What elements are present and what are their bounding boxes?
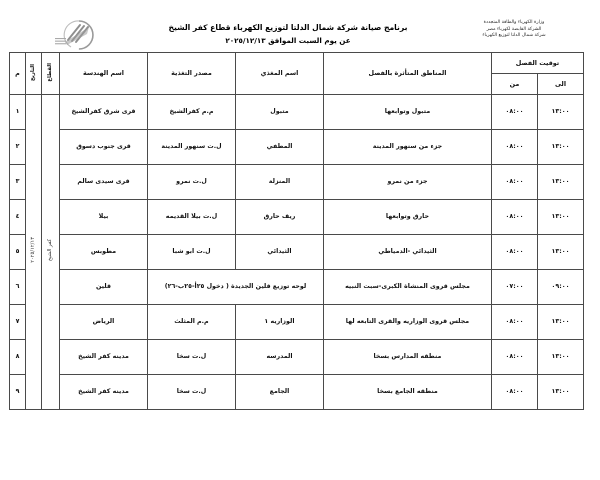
table-row bbox=[9, 340, 583, 375]
cell-source: ل.ت بيلا القديمه bbox=[147, 200, 235, 235]
schedule-table-wrap bbox=[0, 52, 600, 410]
sector-value: كفر الشيخ bbox=[46, 239, 53, 262]
header-source: مصدر التغذية bbox=[147, 53, 235, 95]
cell-time-from: ٠٨:٠٠ bbox=[491, 95, 537, 130]
cell-time-from: ٠٨:٠٠ bbox=[491, 305, 537, 340]
cell-feeder: متبول bbox=[235, 95, 323, 130]
org-line-ministry: وزارة الكهرباء والطاقة المتجددة bbox=[483, 20, 545, 25]
company-logo bbox=[30, 14, 126, 52]
north-delta-logo-icon bbox=[49, 18, 107, 52]
cell-time-from: ٠٨:٠٠ bbox=[491, 130, 537, 165]
cell-feeder: الوزاريه ١ bbox=[235, 305, 323, 340]
header-time-to: الى bbox=[538, 74, 584, 95]
cell-engineering: قرى جنوب دسوق bbox=[59, 130, 147, 165]
cell-row-number: ٧ bbox=[9, 305, 25, 340]
document-header bbox=[0, 0, 600, 52]
cell-engineering: مدينه كفر الشيخ bbox=[59, 375, 147, 410]
cell-date bbox=[25, 95, 41, 410]
table-head bbox=[9, 53, 583, 95]
table-row bbox=[9, 165, 583, 200]
header-date: التاريخ bbox=[25, 53, 41, 95]
header-engineering: اسم الهندسة bbox=[59, 53, 147, 95]
table-row bbox=[9, 130, 583, 165]
cell-time-to: ١٣:٠٠ bbox=[538, 340, 584, 375]
cell-engineering: قلين bbox=[59, 270, 147, 305]
cell-feeder: المنزلة bbox=[235, 165, 323, 200]
table-row bbox=[9, 235, 583, 270]
cell-row-number: ٤ bbox=[9, 200, 25, 235]
cell-time-to: ١٣:٠٠ bbox=[538, 130, 584, 165]
maintenance-schedule-table bbox=[9, 52, 584, 410]
cell-time-from: ٠٨:٠٠ bbox=[491, 165, 537, 200]
org-line-holding: الشركة القابضة لكهرباء مصر bbox=[486, 26, 542, 32]
cell-engineering: قرى شرق كفرالشيخ bbox=[59, 95, 147, 130]
cell-engineering: مطوبس bbox=[59, 235, 147, 270]
cell-feeder-source-merged: لوحه توزيع قلين الجديدة ( دخول ٢٥أ-٢٥ب-٢٦) bbox=[147, 270, 323, 305]
page-subtitle-date: عن يوم السبت الموافق ٢٠٢٥/١٢/١٣ bbox=[225, 35, 351, 45]
header-row-1 bbox=[9, 53, 583, 74]
org-line-company: شركة شمال الدلتا لتوزيع الكهرباء bbox=[482, 33, 546, 39]
cell-time-to: ١٣:٠٠ bbox=[538, 305, 584, 340]
cell-time-from: ٠٧:٠٠ bbox=[491, 270, 537, 305]
cell-time-to: ١٣:٠٠ bbox=[538, 165, 584, 200]
cell-source: م.م المثلث bbox=[147, 305, 235, 340]
cell-feeder: ريف حارق bbox=[235, 200, 323, 235]
cell-source: م.م كفرالشيخ bbox=[147, 95, 235, 130]
cell-source: ل.ت ابو شبا bbox=[147, 235, 235, 270]
cell-areas: متبول وتوابعها bbox=[323, 95, 491, 130]
cell-row-number: ٥ bbox=[9, 235, 25, 270]
cell-time-from: ٠٨:٠٠ bbox=[491, 375, 537, 410]
cell-time-to: ١٣:٠٠ bbox=[538, 95, 584, 130]
cell-time-to: ١٣:٠٠ bbox=[538, 235, 584, 270]
cell-time-from: ٠٨:٠٠ bbox=[491, 340, 537, 375]
table-body bbox=[9, 95, 583, 410]
document-title-block bbox=[126, 14, 450, 47]
cell-row-number: ١ bbox=[9, 95, 25, 130]
page-title: برنامج صيانة شركة شمال الدلتا لتوزيع الكهرباء قطاع كفر الشيخ bbox=[168, 23, 408, 32]
header-time-from: من bbox=[491, 74, 537, 95]
cell-areas: جزء من نمرو bbox=[323, 165, 491, 200]
ministry-org-block bbox=[450, 14, 578, 40]
cell-time-to: ١٣:٠٠ bbox=[538, 200, 584, 235]
header-num: م bbox=[9, 53, 25, 95]
cell-areas: حارق وتوابعها bbox=[323, 200, 491, 235]
cell-time-from: ٠٨:٠٠ bbox=[491, 200, 537, 235]
cell-row-number: ٦ bbox=[9, 270, 25, 305]
cell-feeder: المطفي bbox=[235, 130, 323, 165]
cell-feeder: الثيدائي bbox=[235, 235, 323, 270]
cell-row-number: ٢ bbox=[9, 130, 25, 165]
cell-engineering: قرى سيدى سالم bbox=[59, 165, 147, 200]
date-value: ٢٠٢٥/١٢/١٣ bbox=[29, 237, 36, 264]
cell-areas: مجلس قروى المنشاة الكبرى-سبت النبيه bbox=[323, 270, 491, 305]
table-row bbox=[9, 375, 583, 410]
cell-time-to: ٠٩:٠٠ bbox=[538, 270, 584, 305]
table-row bbox=[9, 270, 583, 305]
table-row bbox=[9, 200, 583, 235]
cell-areas: منطقه الجامع بسخا bbox=[323, 375, 491, 410]
header-feeder: اسم المغذي bbox=[235, 53, 323, 95]
cell-row-number: ٨ bbox=[9, 340, 25, 375]
cell-source: ل.ت سخا bbox=[147, 375, 235, 410]
cell-source: ل.ت سنهور المدينة bbox=[147, 130, 235, 165]
cell-feeder: الجامع bbox=[235, 375, 323, 410]
cell-areas: مجلس قروى الوزاريه والقرى التابعه لها bbox=[323, 305, 491, 340]
header-time-group: توقيت الفصل bbox=[491, 53, 583, 74]
cell-areas: الثيدائي -الدمياطي bbox=[323, 235, 491, 270]
logo-graphic bbox=[49, 18, 107, 52]
table-row bbox=[9, 95, 583, 130]
cell-time-to: ١٣:٠٠ bbox=[538, 375, 584, 410]
cell-sector bbox=[41, 95, 59, 410]
cell-feeder: المدرسه bbox=[235, 340, 323, 375]
cell-row-number: ٣ bbox=[9, 165, 25, 200]
cell-engineering: مدينه كفر الشيخ bbox=[59, 340, 147, 375]
cell-areas: منطقه المدارس بسخا bbox=[323, 340, 491, 375]
cell-source: ل.ت سخا bbox=[147, 340, 235, 375]
cell-engineering: بيلا bbox=[59, 200, 147, 235]
cell-areas: جزء من سنهور المدينة bbox=[323, 130, 491, 165]
header-areas: المناطق المتأثرة بالفصل bbox=[323, 53, 491, 95]
header-sector: القطاع bbox=[41, 53, 59, 95]
cell-time-from: ٠٨:٠٠ bbox=[491, 235, 537, 270]
cell-engineering: الرياض bbox=[59, 305, 147, 340]
cell-source: ل.ت نمرو bbox=[147, 165, 235, 200]
cell-row-number: ٩ bbox=[9, 375, 25, 410]
table-row bbox=[9, 305, 583, 340]
